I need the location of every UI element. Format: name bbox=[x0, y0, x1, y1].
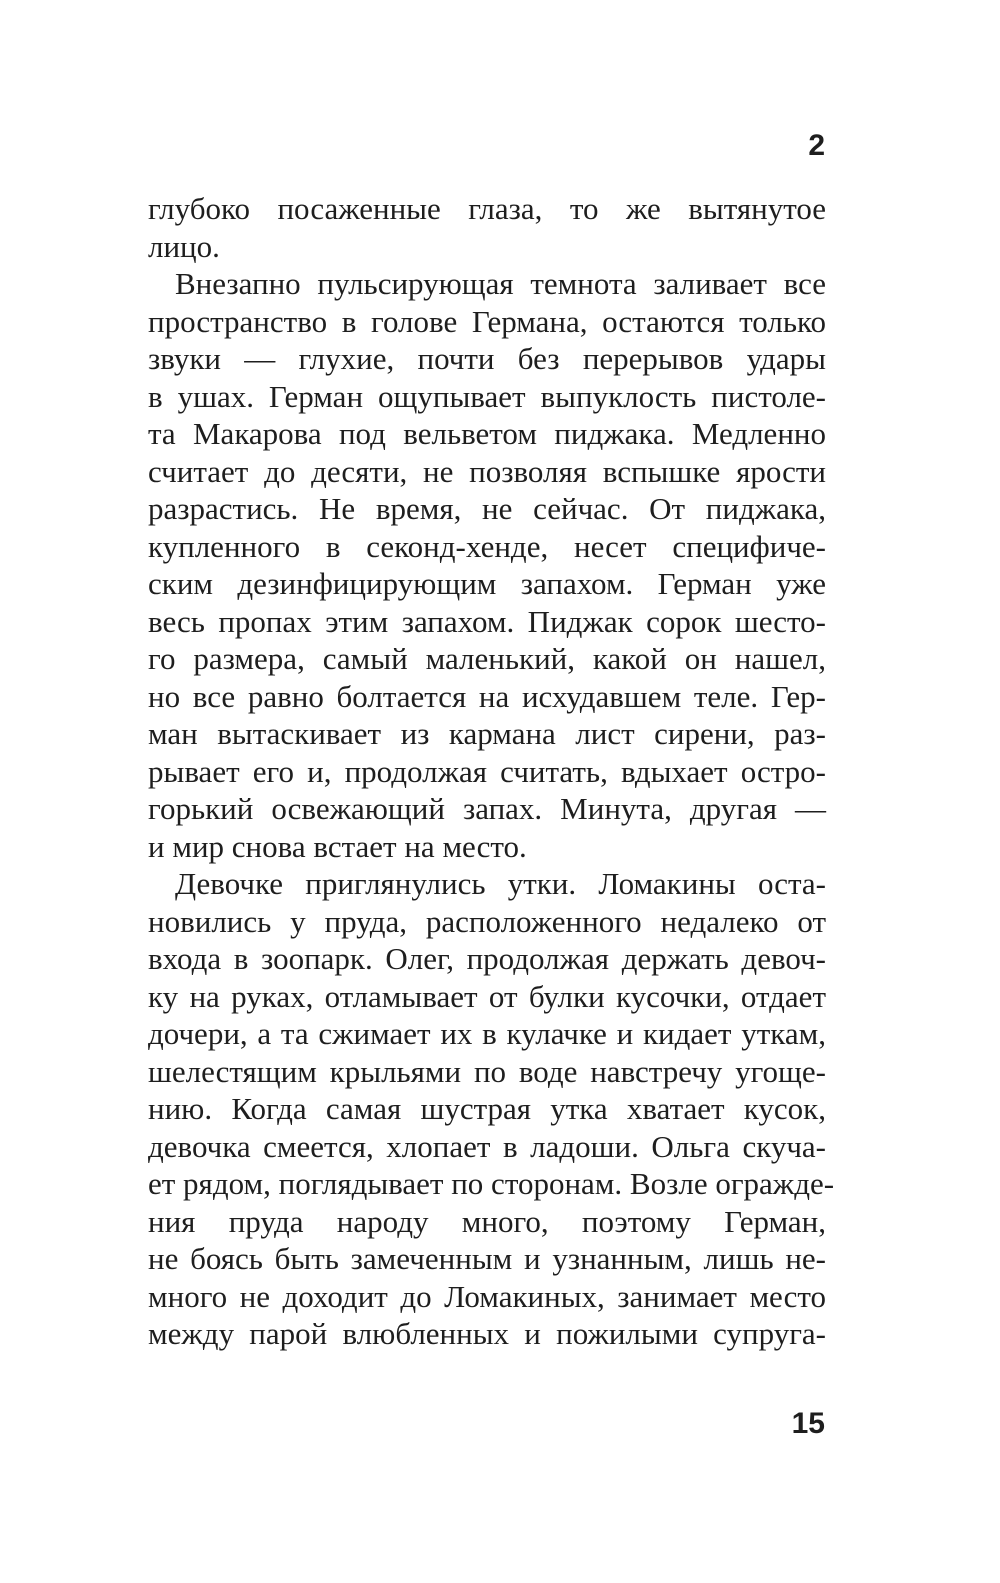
text-line: не боясь быть замеченным и узнанным, лишь не- bbox=[148, 1241, 826, 1276]
page-number: 15 bbox=[791, 1407, 825, 1440]
text-line: дочери, а та сжимает их в кулачке и кидает уткам, bbox=[148, 1016, 826, 1051]
text-line: много не доходит до Ломакиных, занимает место bbox=[148, 1278, 826, 1314]
text-line: но все равно болтается на исхудавшем теле. Гер- bbox=[148, 678, 826, 714]
text-line: ским дезинфицирующим запахом. Герман уже bbox=[148, 566, 826, 601]
text-line: и мир снова встает на место. bbox=[148, 828, 527, 864]
text-line: нию. Когда самая шустрая утка хватает кусок, bbox=[148, 1091, 826, 1126]
text-line: го размера, самый маленький, какой он нашел, bbox=[148, 641, 826, 676]
text-line: девочка смеется, хлопает в ладоши. Ольга скуча- bbox=[148, 1128, 826, 1164]
text-line: шелестящим крыльями по воде навстречу угоще- bbox=[148, 1053, 826, 1089]
text-line: ния пруда народу много, поэтому Герман, bbox=[148, 1203, 826, 1239]
chapter-number: 2 bbox=[808, 129, 825, 162]
text-line: Внезапно пульсирующая темнота заливает все bbox=[175, 266, 826, 301]
paragraph bbox=[148, 265, 826, 865]
text-line: входа в зоопарк. Олег, продолжая держать девоч- bbox=[148, 941, 826, 976]
text-line: та Макарова под вельветом пиджака. Медленно bbox=[148, 416, 826, 451]
text-line: глубоко посаженные глаза, то же вытянутое bbox=[148, 191, 826, 226]
text-line: пространство в голове Германа, остаются только bbox=[148, 303, 826, 339]
text-line: рывает его и, продолжая считать, вдыхает остро- bbox=[148, 753, 826, 789]
text-line: новились у пруда, расположенного недалеко от bbox=[148, 903, 826, 939]
text-line: в ушах. Герман ощупывает выпуклость пистоле- bbox=[148, 378, 826, 414]
text-line: Девочке приглянулись утки. Ломакины оста- bbox=[175, 866, 826, 901]
paragraph bbox=[148, 865, 835, 1353]
text-line: звуки — глухие, почти без перерывов удары bbox=[148, 341, 826, 376]
text-line: ман вытаскивает из кармана лист сирени, раз- bbox=[148, 716, 826, 751]
paragraph bbox=[148, 190, 826, 265]
text-line: ку на руках, отламывает от булки кусочки, отдает bbox=[148, 978, 826, 1014]
text-line: считает до десяти, не позволяя вспышке ярости bbox=[148, 453, 826, 489]
text-line: разрастись. Не время, не сейчас. От пиджака, bbox=[148, 491, 826, 526]
text-line: ет рядом, поглядывает по сторонам. Возле огражде- bbox=[148, 1166, 835, 1201]
text-line: горький освежающий запах. Минута, другая — bbox=[148, 791, 826, 826]
text-line: между парой влюбленных и пожилыми супруга- bbox=[148, 1316, 826, 1351]
text-line: весь пропах этим запахом. Пиджак сорок шесто- bbox=[148, 603, 826, 639]
page-body bbox=[148, 190, 835, 1353]
text-line: купленного в секонд-хенде, несет специфиче- bbox=[148, 528, 826, 564]
text-line: лицо. bbox=[148, 228, 220, 264]
